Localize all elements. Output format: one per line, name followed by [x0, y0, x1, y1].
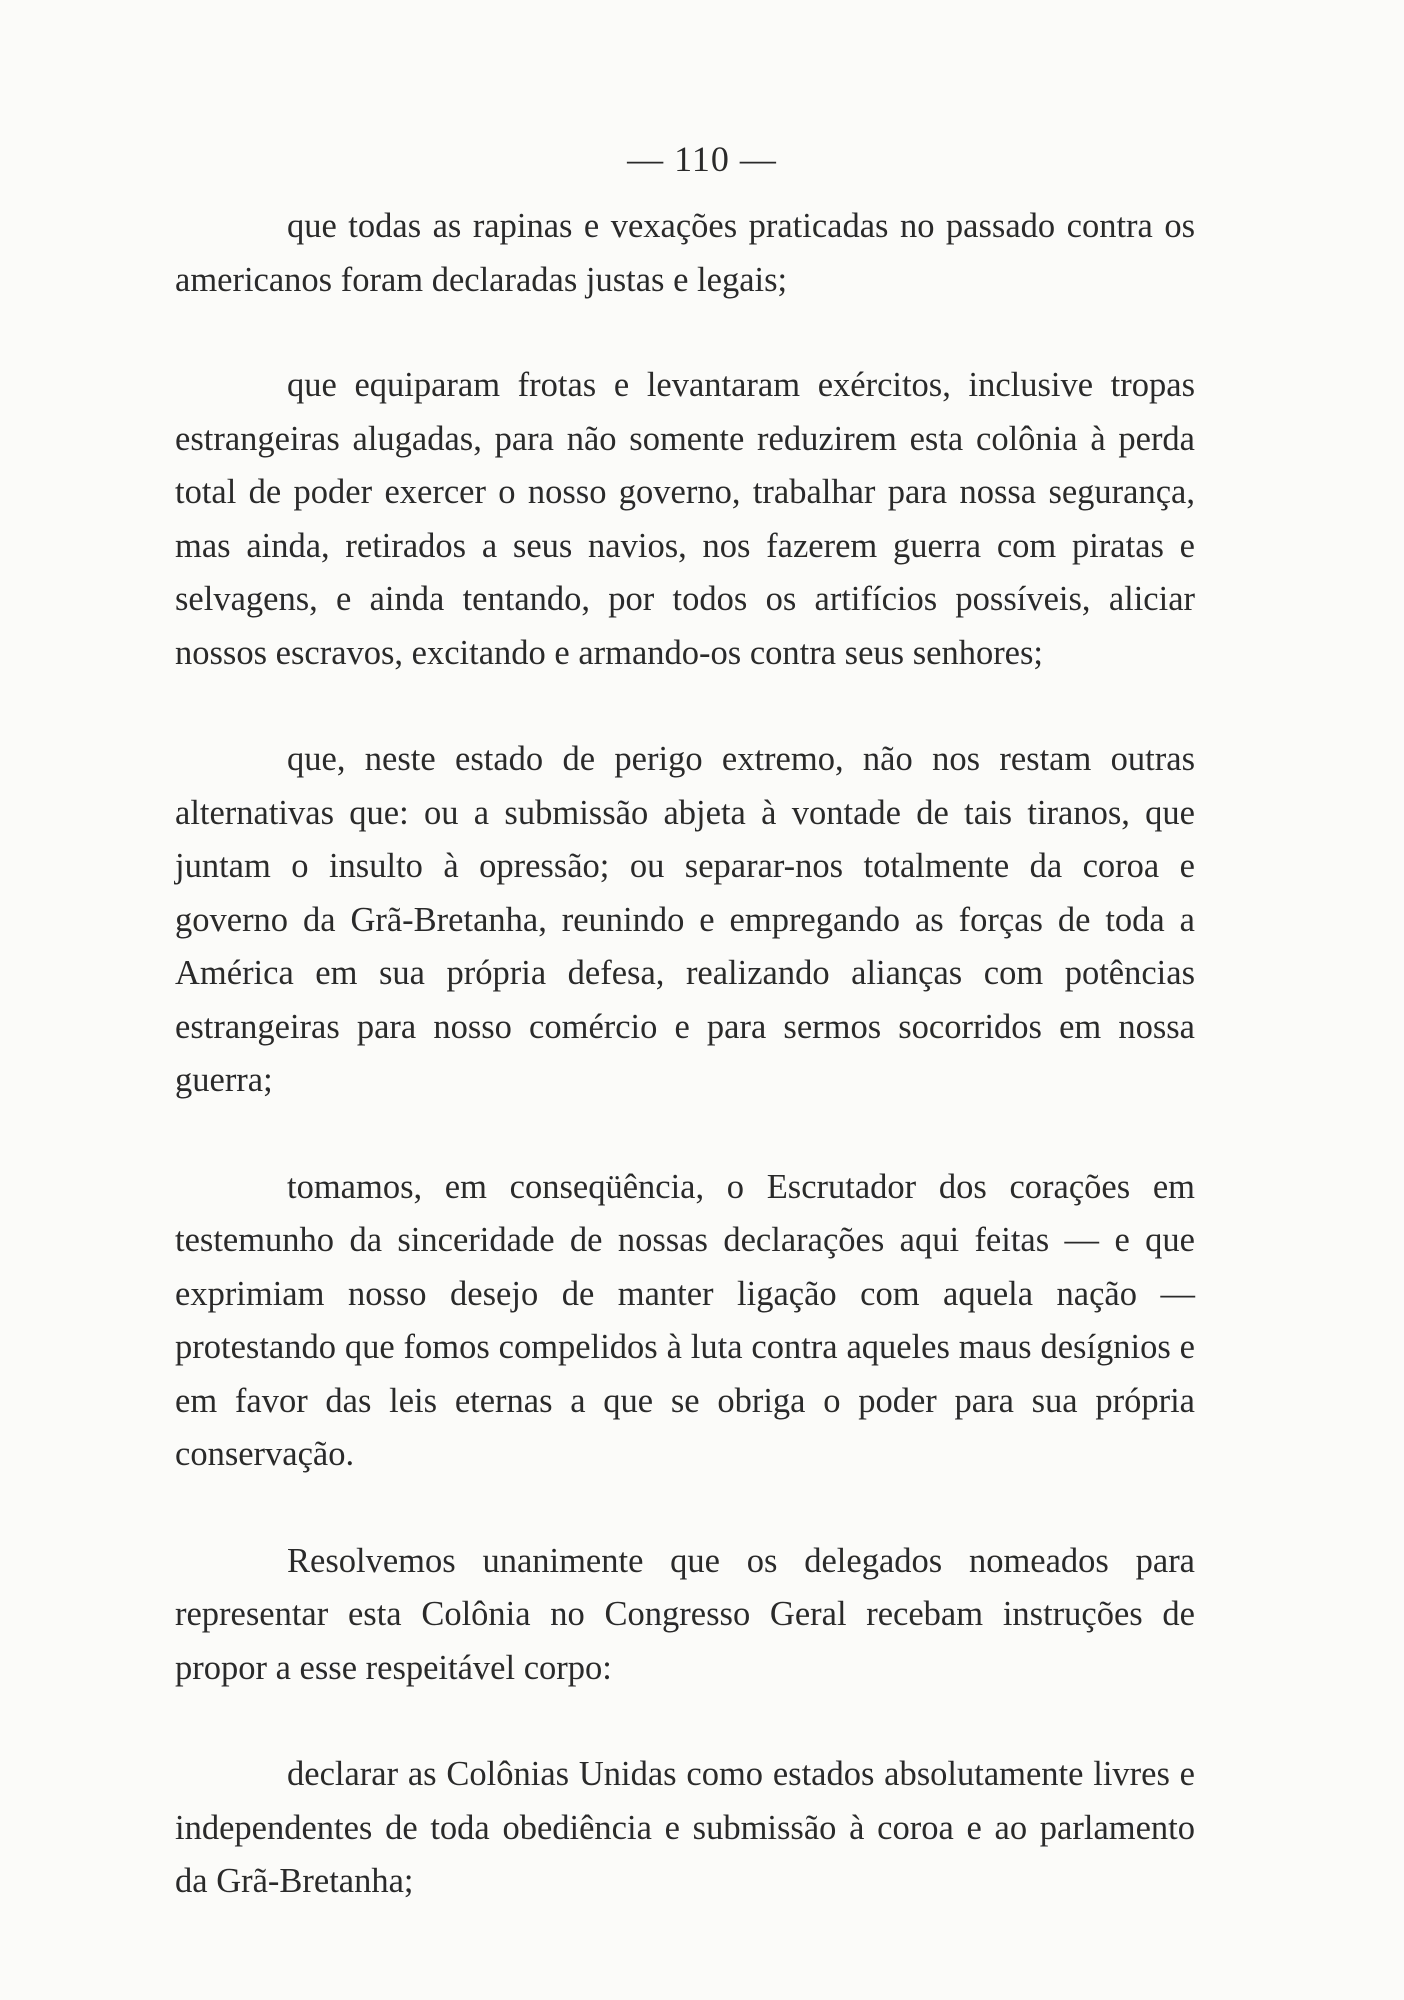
paragraph-frotas-exercitos: que equiparam frotas e levantaram exércitos, inclusive tropas estrangeiras alugadas, para não somente reduzirem esta colônia à perda total de poder exercer o nosso governo, trabalhar para nossa segurança, mas ainda, retirados a seus navios, nos fazerem guerra com piratas e selvagens, e ainda tentando, por todos os artifícios possíveis, aliciar nossos escravos, excitando e armando-os contra seus senhores; [175, 366, 1195, 672]
paragraph-rapinas: que todas as rapinas e vexações praticadas no passado contra os americanos foram declaradas justas e legais; [175, 207, 1195, 299]
paragraph-perigo-extremo: que, neste estado de perigo extremo, não nos restam outras alternativas que: ou a submissão abjeta à vontade de tais tiranos, que juntam o insulto à opressão; ou separar-nos totalmente da coroa e governo da Grã-Bretanha, reunindo e empregando as forças de toda a América em sua própria defesa, realizando alianças com potências estrangeiras para nosso comércio e para sermos socorridos em nossa guerra; [175, 740, 1195, 1099]
page-number: — 110 — [627, 139, 777, 179]
paragraph-escrutador: tomamos, em conseqüência, o Escrutador dos corações em testemunho da sinceridade de nossas declarações aqui feitas — e que exprimiam nosso desejo de manter ligação com aquela nação — protestando que fomos compelidos à luta contra aqueles maus desígnios e em favor das leis eternas a que se obriga o poder para sua própria conservação. [175, 1167, 1195, 1473]
paragraph-resolvemos: Resolvemos unanimente que os delegados nomeados para representar esta Colônia no Congresso Geral recebam instruções de propor a esse respeitável corpo: [175, 1541, 1195, 1687]
paragraph-declarar-colonias: declarar as Colônias Unidas como estados absolutamente livres e independentes de toda obediência e submissão à coroa e ao parlamento da Grã-Bretanha; [175, 1755, 1195, 1900]
body-text [175, 200, 1195, 1962]
